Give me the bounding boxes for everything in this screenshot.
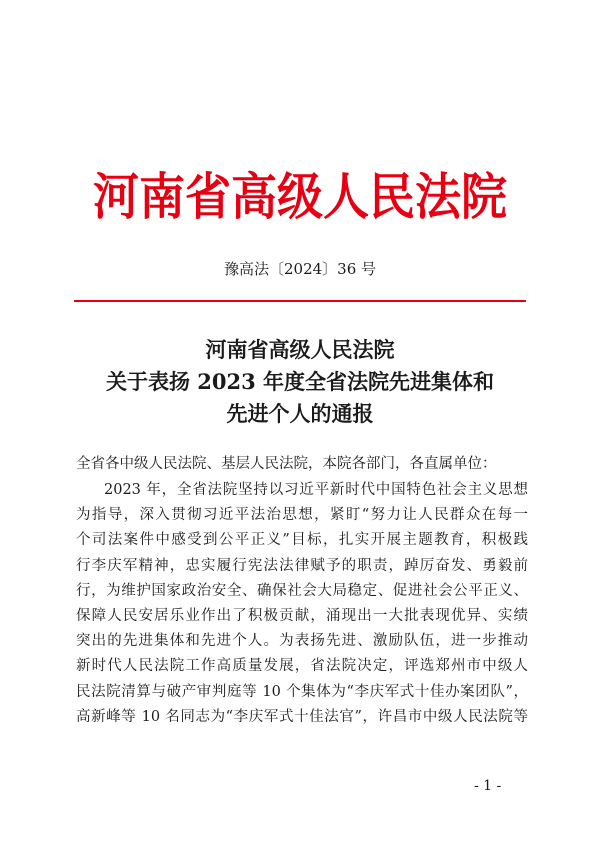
body-line: 新时代人民法院工作高质量发展，省法院决定，评选郑州市中级人 xyxy=(76,658,528,675)
issuing-authority-header: 河南省高级人民法院 xyxy=(93,167,507,226)
body-line: 为指导，深入贯彻习近平法治思想，紧盯“努力让人民群众在每一 xyxy=(76,507,528,524)
body-paragraph xyxy=(76,478,528,730)
body-line: 保障人民安居乐业作出了积极贡献，涌现出一大批表现优异、实绩 xyxy=(76,607,528,624)
body-line: 行李庆军精神，忠实履行宪法法律赋予的职责，踔厉奋发、勇毅前 xyxy=(76,557,528,574)
red-separator-line xyxy=(74,300,526,302)
document-number: 豫高法〔2024〕36 号 xyxy=(223,260,377,278)
title-line-1: 河南省高级人民法院 xyxy=(205,337,395,362)
body-line: 高新峰等 10 名同志为“李庆军式十佳法官”，许昌市中级人民法院等 xyxy=(76,708,528,725)
body-line: 2023 年，全省法院坚持以习近平新时代中国特色社会主义思想 xyxy=(104,482,528,498)
body-line: 个司法案件中感受到公平正义”目标，扎实开展主题教育，积极践 xyxy=(76,532,528,549)
body-line: 行，为维护国家政治安全、确保社会大局稳定、促进社会公平正义、 xyxy=(76,582,528,599)
document-title xyxy=(0,334,600,430)
title-line-2: 关于表扬 2023 年度全省法院先进集体和 xyxy=(105,369,495,394)
page-number: - 1 - xyxy=(474,778,502,794)
body-line: 突出的先进集体和先进个人。为表扬先进、激励队伍，进一步推动 xyxy=(76,633,528,650)
salutation: 全省各中级人民法院、基层人民法院，本院各部门，各直属单位： xyxy=(76,456,497,472)
body-line: 民法院清算与破产审判庭等 10 个集体为“李庆军式十佳办案团队”， xyxy=(76,683,528,700)
title-line-3: 先进个人的通报 xyxy=(226,401,374,426)
